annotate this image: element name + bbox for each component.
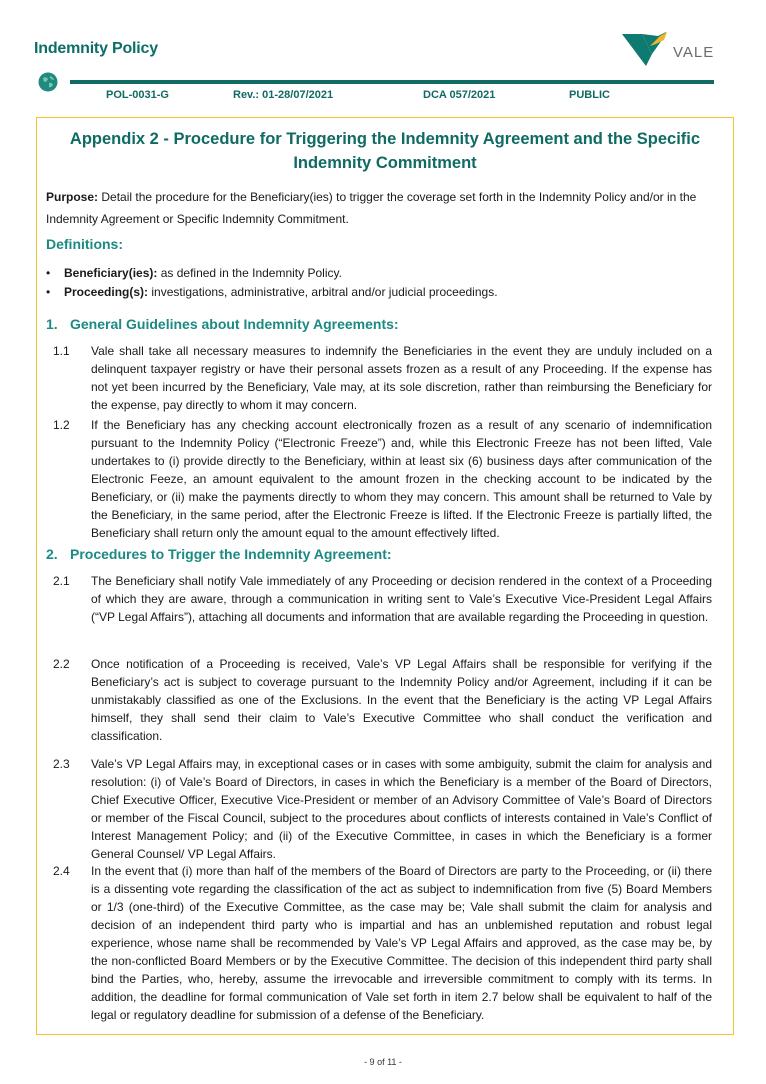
bullet-icon: • <box>46 266 51 280</box>
definition-term: Proceeding(s): <box>64 285 149 299</box>
header-rule <box>70 80 714 84</box>
item-text: Once notification of a Proceeding is received, Vale’s VP Legal Affairs shall be responsible for verifying if the Beneficiary’s act is subject to coverage pursuant to the Indemnity Policy and/or Agreement, including if it can be unmistakably classified as one of the Exclusions. In the event that the Beneficiary is the acting VP Legal Affairs himself, they shall send their claim to Vale’s Executive Committee who shall conduct the verification and classification. <box>91 657 712 743</box>
appendix-title: Appendix 2 - Procedure for Triggering the Indemnity Agreement and the Specific Indemnity Commitment <box>69 130 701 172</box>
item-number: 2.1 <box>53 574 70 588</box>
purpose-paragraph <box>46 186 716 230</box>
list-item <box>53 862 712 1024</box>
item-text: The Beneficiary shall notify Vale immediately of any Proceeding or decision rendered in the context of a Proceeding of which they are aware, through a communication in writing sent to Vale’s Executive Vice-President Legal Affairs (“VP Legal Affairs”), attaching all documents and information that are available regarding the Proceeding in question. <box>91 574 712 624</box>
definitions-list <box>46 264 716 302</box>
section-heading <box>46 316 399 332</box>
item-number: 2.4 <box>53 864 70 878</box>
item-text: In the event that (i) more than half of the members of the Board of Directors are party to the Proceeding, or (ii) there is a dissenting vote regarding the classification of the act as subject to indemnification from five (5) Board Members or 1/3 (one-third) of the Executive Committee, as the case may be; Vale shall submit the claim for analysis and decision of an independent third party who is impartial and has an unblemished reputation and robust legal experience, whose name shall be recommended by Vale’s VP Legal Affairs and approved, as the case may be, by the non-conflicted Board Members or by the Executive Committee. The decision of this independent third party shall bind the Parties, who, hereby, assume the irrevocable and irreversible commitment to comply with its terms. In addition, the deadline for formal communication of Vale set forth in item 2.7 below shall be equivalent to half of the legal or regulatory deadline for submission of a defense of the Beneficiary. <box>91 864 712 1022</box>
policy-code: POL-0031-G <box>106 89 169 101</box>
list-item <box>53 342 712 414</box>
item-number: 2.2 <box>53 657 70 671</box>
revision: Rev.: 01-28/07/2021 <box>233 89 334 101</box>
definitions-heading: Definitions: <box>46 236 123 252</box>
page-number: - 9 of 11 - <box>364 1057 402 1067</box>
item-number: 1.1 <box>53 344 70 358</box>
list-item <box>53 572 712 626</box>
classification: PUBLIC <box>569 89 610 101</box>
section-title: Procedures to Trigger the Indemnity Agreement: <box>70 546 392 562</box>
section-number: 2. <box>46 546 58 562</box>
item-text: If the Beneficiary has any checking account electronically frozen as a result of any scenario of indemnification pursuant to the Indemnity Policy (“Electronic Freeze”) and, while this Electronic Freeze has not been lifted, Vale undertakes to (i) provide directly to the Beneficiary, within at least six (6) business days after communication of the Electronic Feeze, an amount equivalent to the amount frozen in the checking account to be indicated by the Beneficiary, or (ii) make the payments directly to whom they may concern. This amount shall be returned to Vale by the Beneficiary, in the same period, after the Electronic Freeze is lifted. If the Electronic Freeze is partially lifted, the Beneficiary shall return only the amount equal to the amount effectively lifted. <box>91 418 712 540</box>
vale-logo-text: VALE <box>673 44 715 61</box>
list-item <box>46 283 716 302</box>
item-number: 1.2 <box>53 418 70 432</box>
bullet-icon: • <box>46 285 51 299</box>
item-number: 2.3 <box>53 757 70 771</box>
definition-term: Beneficiary(ies): <box>64 266 158 280</box>
list-item <box>46 264 716 283</box>
list-item <box>53 416 712 542</box>
purpose-label: Purpose: <box>46 190 99 204</box>
dca-number: DCA 057/2021 <box>423 89 496 101</box>
document-title: Indemnity Policy <box>34 40 158 57</box>
section-heading <box>46 546 392 562</box>
definition-text: investigations, administrative, arbitral and/or judicial proceedings. <box>148 285 498 299</box>
item-text: Vale’s VP Legal Affairs may, in exceptional cases or in cases with some ambiguity, submit the claim for analysis and resolution: (i) of Vale’s Board of Directors, in cases in which the Beneficiary is a member of the Board of Directors, Chief Executive Officer, Executive Vice-President or member of an Advisory Committee of Vale’s Board of Directors or member of the Fiscal Council, subject to the procedures about conflicts of interests contained in Vale’s Conflict of Interest Management Policy; and (ii) of the Executive Committee, in cases in which the Beneficiary is a former General Counsel/ VP Legal Affairs. <box>91 757 712 861</box>
definition-text: as defined in the Indemnity Policy. <box>157 266 342 280</box>
purpose-text: Detail the procedure for the Beneficiary(ies) to trigger the coverage set forth in the Indemnity Policy and/or in the Indemnity Agreement or Specific Indemnity Commitment. <box>46 190 697 226</box>
globe-icon <box>38 72 58 92</box>
list-item <box>53 755 712 863</box>
list-item <box>53 655 712 745</box>
item-text: Vale shall take all necessary measures to indemnify the Beneficiaries in the event they are unduly included on a delinquent taxpayer registry or have their personal assets frozen as a result of any Proceeding. If the expense has not yet been incurred by the Beneficiary, Vale may, at its sole discretion, rather than reimbursing the Beneficiary for the expense, pay directly to whom it may concern. <box>91 344 712 412</box>
section-number: 1. <box>46 316 58 332</box>
section-title: General Guidelines about Indemnity Agreements: <box>70 316 399 332</box>
